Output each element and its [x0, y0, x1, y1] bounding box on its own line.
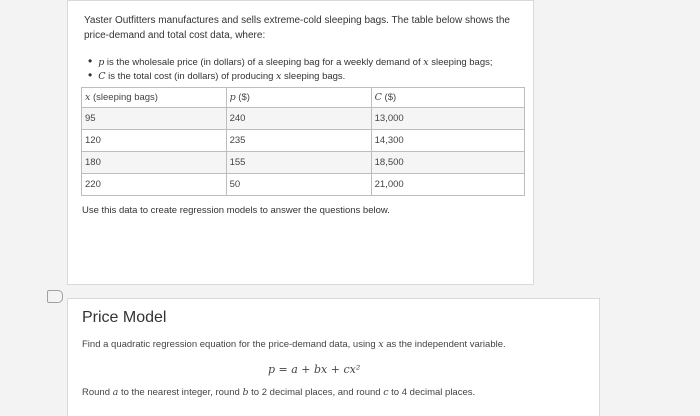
data-table: [81, 87, 525, 196]
cell-p: 155: [226, 152, 371, 174]
cell-c: 13,000: [371, 108, 524, 130]
section-instruction: Find a quadratic regression equation for the price-demand data, using x as the independent variable.: [82, 339, 506, 350]
table-row: [82, 108, 525, 130]
header-p: p ($): [226, 88, 371, 108]
price-model-section: [67, 298, 600, 416]
cell-c: 14,300: [371, 130, 524, 152]
cell-x: 180: [82, 152, 227, 174]
header-c: C ($): [371, 88, 524, 108]
problem-card: [67, 0, 534, 285]
question-flag-icon[interactable]: [47, 290, 63, 303]
cell-p: 50: [226, 174, 371, 196]
cell-p: 240: [226, 108, 371, 130]
definition-list: [88, 55, 493, 83]
header-x: x (sleeping bags): [82, 88, 227, 108]
definition-p: • p is the wholesale price (in dollars) of a sleeping bag for a weekly demand of x sleeping bags;: [88, 55, 493, 69]
definition-c: • C is the total cost (in dollars) of producing x sleeping bags.: [88, 69, 493, 83]
cell-x: 95: [82, 108, 227, 130]
regression-formula: p = a + bx + cx²: [268, 363, 361, 376]
cell-c: 18,500: [371, 152, 524, 174]
table-row: [82, 174, 525, 196]
cell-c: 21,000: [371, 174, 524, 196]
var-p: p: [98, 57, 105, 68]
table-row: [82, 130, 525, 152]
rounding-instructions: Round a to the nearest integer, round b to 2 decimal places, and round c to 4 decimal places.: [82, 387, 476, 398]
cell-x: 220: [82, 174, 227, 196]
table-header-row: [82, 88, 525, 108]
cell-p: 235: [226, 130, 371, 152]
cell-x: 120: [82, 130, 227, 152]
table-row: [82, 152, 525, 174]
instructions-note: Use this data to create regression models to answer the questions below.: [82, 205, 390, 216]
intro-text: Yaster Outfitters manufactures and sells extreme-cold sleeping bags. The table below shows the price-demand and total cost data, where:: [84, 15, 510, 41]
section-title: Price Model: [82, 309, 167, 326]
var-c: C: [98, 71, 106, 82]
